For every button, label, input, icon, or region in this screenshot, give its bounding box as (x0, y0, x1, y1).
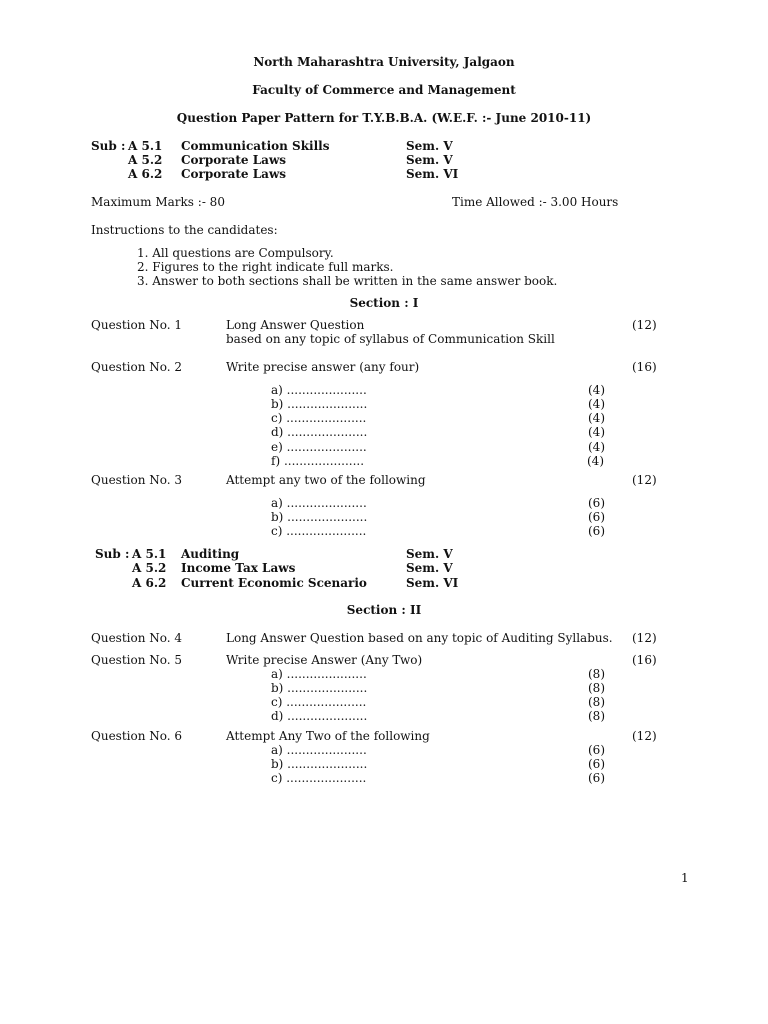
answer-part-marks: (8) (588, 681, 605, 695)
question-text: Long Answer Question based on any topic of Auditing Syllabus. (226, 631, 613, 645)
question-marks: (16) (632, 360, 657, 374)
subject-name: Current Economic Scenario (181, 576, 367, 590)
instruction-item: 2. Figures to the right indicate full marks. (137, 260, 394, 274)
subject-code: A 5.2 (132, 561, 167, 575)
answer-part: e) ..................... (271, 440, 367, 454)
subject-code: A 5.1 (128, 139, 163, 153)
answer-part: a) ..................... (271, 667, 367, 681)
answer-part: c) ..................... (271, 524, 367, 538)
answer-part-marks: (6) (588, 771, 605, 785)
answer-part: b) ..................... (271, 757, 368, 771)
question-marks: (12) (632, 729, 657, 743)
subject-sem: Sem. VI (406, 167, 459, 181)
maximum-marks: Maximum Marks :- 80 (91, 195, 225, 209)
subject-code: A 6.2 (128, 167, 163, 181)
question-text: Write precise answer (any four) (226, 360, 420, 374)
answer-part: c) ..................... (271, 411, 367, 425)
subject-sem: Sem. V (406, 153, 453, 167)
answer-part-marks: (6) (588, 743, 605, 757)
question-label: Question No. 2 (91, 360, 183, 374)
university-title: North Maharashtra University, Jalgaon (253, 55, 515, 69)
question-marks: (12) (632, 318, 657, 332)
section-title: Section : II (346, 603, 422, 617)
answer-part: c) ..................... (271, 771, 367, 785)
answer-part-marks: (6) (588, 496, 605, 510)
answer-part: c) ..................... (271, 695, 367, 709)
answer-part-marks: (4) (588, 411, 605, 425)
answer-part-marks: (6) (588, 524, 605, 538)
answer-part: b) ..................... (271, 681, 368, 695)
subject-sem: Sem. V (406, 139, 453, 153)
faculty-title: Faculty of Commerce and Management (252, 83, 516, 97)
answer-part: d) ..................... (271, 709, 368, 723)
section-title: Section : I (349, 296, 419, 310)
answer-part-marks: (4) (588, 397, 605, 411)
subject-sub-label: Sub : (91, 139, 126, 153)
question-label: Question No. 1 (91, 318, 183, 332)
answer-part: b) ..................... (271, 397, 368, 411)
subject-code: A 6.2 (132, 576, 167, 590)
question-label: Question No. 3 (91, 473, 183, 487)
answer-part: a) ..................... (271, 743, 367, 757)
question-text: Attempt Any Two of the following (226, 729, 430, 743)
answer-part: b) ..................... (271, 510, 368, 524)
question-marks: (16) (632, 653, 657, 667)
subject-sem: Sem. V (406, 547, 453, 561)
subject-name: Auditing (181, 547, 240, 561)
subject-sem: Sem. V (406, 561, 453, 575)
question-label: Question No. 4 (91, 631, 183, 645)
pattern-title: Question Paper Pattern for T.Y.B.B.A. (W.E.F. :- June 2010-11) (176, 111, 592, 125)
answer-part: a) ..................... (271, 383, 367, 397)
answer-part: d) ..................... (271, 425, 368, 439)
subject-name: Communication Skills (181, 139, 330, 153)
subject-name: Corporate Laws (181, 167, 287, 181)
answer-part: f) ..................... (271, 454, 365, 468)
answer-part-marks: (6) (588, 757, 605, 771)
question-label: Question No. 6 (91, 729, 183, 743)
answer-part-marks: (8) (588, 667, 605, 681)
question-text: Long Answer Question (226, 318, 365, 332)
answer-part-marks: (4) (588, 440, 605, 454)
question-text: Attempt any two of the following (226, 473, 426, 487)
question-text: Write precise Answer (Any Two) (226, 653, 423, 667)
answer-part-marks: (4) (588, 425, 605, 439)
question-marks: (12) (632, 473, 657, 487)
instruction-item: 3. Answer to both sections shall be written in the same answer book. (137, 274, 558, 288)
answer-part: a) ..................... (271, 496, 367, 510)
subject-sub-label: Sub : (95, 547, 130, 561)
answer-part-marks: (8) (588, 709, 605, 723)
question-marks: (12) (632, 631, 657, 645)
question-text: based on any topic of syllabus of Communication Skill (226, 332, 555, 346)
subject-code: A 5.2 (128, 153, 163, 167)
time-allowed: Time Allowed :- 3.00 Hours (452, 195, 619, 209)
instructions-heading: Instructions to the candidates: (91, 223, 278, 237)
page-number: 1 (681, 871, 689, 885)
answer-part-marks: (4) (588, 383, 605, 397)
subject-sem: Sem. VI (406, 576, 459, 590)
subject-name: Income Tax Laws (181, 561, 296, 575)
instruction-item: 1. All questions are Compulsory. (137, 246, 334, 260)
subject-name: Corporate Laws (181, 153, 287, 167)
subject-code: A 5.1 (132, 547, 167, 561)
question-label: Question No. 5 (91, 653, 183, 667)
answer-part-marks: (6) (588, 510, 605, 524)
answer-part-marks: (4) (587, 454, 604, 468)
answer-part-marks: (8) (588, 695, 605, 709)
